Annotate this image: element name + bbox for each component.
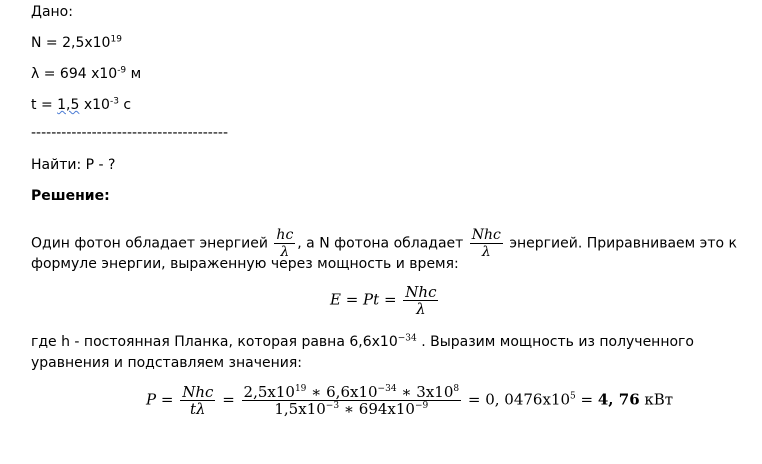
eq2-p: P = — [146, 390, 174, 409]
eq2-unit: кВт — [639, 390, 674, 409]
solution-label: Решение: — [31, 188, 110, 204]
given-t — [31, 97, 131, 113]
eq2-num-a-exp: 19 — [294, 384, 307, 394]
p3-text-a: где h - постоянная Планка, которая равна 6,6x10 — [31, 334, 398, 350]
given-lambda — [31, 66, 141, 82]
eq1-den: λ — [416, 300, 426, 318]
eq2-num-a: 2,5x10 — [243, 383, 295, 401]
equation-energy — [330, 284, 440, 317]
eq2-result-a: = 0, 0476x10 — [467, 390, 571, 409]
eq2-fraction-1 — [180, 384, 215, 417]
eq2-f2-den — [242, 401, 462, 417]
eq2-num-c: ∗ 3x10 — [396, 383, 454, 401]
find-label: Найти: Р - ? — [31, 157, 116, 173]
eq2-num-b: ∗ 6,6x10 — [306, 383, 378, 401]
lambda-exponent: -9 — [117, 65, 127, 76]
p1-text-c: энергией. Приравниваем это к — [509, 235, 737, 252]
eq2-answer: 4, 76 — [597, 390, 640, 409]
p1-text-b: , а N фотона обладает — [297, 235, 464, 252]
t-mid: x10 — [79, 97, 110, 113]
paragraph-3 — [31, 334, 694, 350]
eq2-result-exp: 5 — [570, 391, 576, 402]
frac-nhc-den: λ — [481, 244, 491, 260]
eq1-left: E = Pt = — [330, 290, 397, 309]
frac-hc-den: λ — [280, 244, 290, 260]
paragraph-2: формуле энергии, выраженную через мощность и время: — [31, 256, 459, 272]
frac-hc-num: hc — [276, 227, 294, 243]
p1-text-a: Один фотон обладает энергией — [31, 235, 268, 252]
eq2-f1-num: Nhc — [182, 383, 214, 401]
eq2-den-a: 1,5x10 — [274, 400, 326, 418]
t-value: 1,5 — [57, 97, 80, 113]
eq1-fraction — [403, 284, 438, 317]
equation-power — [146, 384, 673, 417]
eq2-den-b: ∗ 694x10 — [339, 400, 415, 418]
given-label: Дано: — [31, 4, 73, 20]
lambda-text: λ = 694 x10 — [31, 66, 118, 82]
eq2-result-b: = — [575, 390, 598, 409]
n-text: N = 2,5x10 — [31, 35, 111, 51]
n-exponent: 19 — [110, 34, 122, 45]
p3-exponent: −34 — [397, 333, 417, 344]
given-n — [31, 35, 122, 51]
eq2-fraction-2 — [242, 384, 462, 417]
eq1-num: Nhc — [405, 283, 437, 301]
eq2-num-b-exp: −34 — [377, 384, 397, 394]
separator: --------------------------------------- — [31, 125, 229, 141]
t-unit: с — [123, 97, 132, 113]
eq2-den-a-exp: −3 — [325, 401, 340, 411]
fraction-nhc-lambda — [470, 227, 503, 260]
p3-text-b: . Выразим мощность из полученного — [421, 334, 694, 350]
paragraph-4: уравнения и подставляем значения: — [31, 355, 302, 371]
t-prefix: t = — [31, 97, 58, 113]
eq2-f2-num — [242, 384, 462, 400]
eq2-f1-den: tλ — [190, 400, 206, 418]
lambda-unit: м — [130, 66, 142, 82]
eq2-den-b-exp: −9 — [414, 401, 429, 411]
eq2-num-c-exp: 8 — [453, 384, 460, 394]
frac-nhc-num: Nhc — [471, 227, 501, 243]
t-exponent: -3 — [109, 96, 119, 107]
eq2-equals: = — [222, 390, 235, 409]
